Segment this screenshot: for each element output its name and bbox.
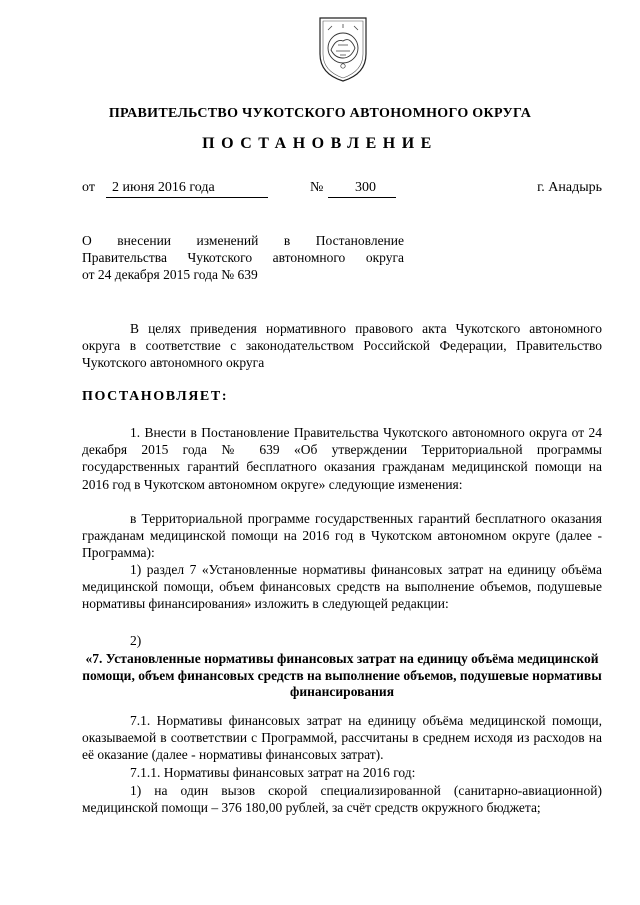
date-underline bbox=[106, 197, 268, 198]
subject-line: Правительства Чукотского автономного округа bbox=[82, 250, 404, 265]
paragraph-7-1-1: 7.1.1. Нормативы финансовых затрат на 2016 год: bbox=[130, 765, 416, 780]
section-7-heading: «7. Установленные нормативы финансовых затрат на единицу объёма медицинской помощи, объем финансовых средств на выполнение объемов, подушевые нормативы финансирования bbox=[82, 651, 602, 699]
date-prefix: от bbox=[82, 180, 95, 195]
paragraph-1: 1. Внести в Постановление Правительства Чукотского автономного округа от 24 декабря 2015 года № 639 «Об утверждении Территориальной программы государственных гарантий бесплатного оказания гражданам медицинской помощи на 2016 год в Чукотском автономном округе» следующие изменения: bbox=[82, 425, 602, 492]
paragraph-2: в Территориальной программе государственных гарантий бесплатного оказания гражданам медицинской помощи на 2016 год в Чукотском автономном округе (далее - Программа): bbox=[82, 511, 602, 561]
paragraph-3: 1) раздел 7 «Установленные нормативы финансовых затрат на единицу объёма медицинской помощи, объем финансовых средств на выполнение объемов, подушевые нормативы финансирования» изложить в следующей редакции: bbox=[82, 562, 602, 612]
paragraph-4: 2) bbox=[130, 633, 142, 648]
subject-line: от 24 декабря 2015 года № 639 bbox=[82, 267, 258, 282]
decree-subject bbox=[82, 232, 404, 283]
paragraph-item-1: 1) на один вызов скорой специализированной (санитарно-авиационной) медицинской помощи – 376 180,00 рублей, за счёт средств окружного бюджета; bbox=[82, 783, 602, 816]
decree-date: 2 июня 2016 года bbox=[112, 180, 215, 195]
preamble: В целях приведения нормативного правового акта Чукотского автономного округа в соответствие с законодательством Российской Федерации, Правительство Чукотского автономного округа bbox=[82, 321, 602, 371]
coat-of-arms-emblem bbox=[314, 14, 372, 84]
paragraph-7-1: 7.1. Нормативы финансовых затрат на единицу объёма медицинской помощи, оказываемой в соответствии с Программой, рассчитаны в среднем исходя из расходов на её оказание (далее - нормативы финансовых затрат). bbox=[82, 713, 602, 763]
subject-line: О внесении изменений в Постановление bbox=[82, 233, 404, 248]
number-sign: № bbox=[310, 180, 324, 195]
government-title: ПРАВИТЕЛЬСТВО ЧУКОТСКОГО АВТОНОМНОГО ОКРУГА bbox=[108, 106, 532, 121]
document-type-title: ПОСТАНОВЛЕНИЕ bbox=[202, 135, 438, 152]
resolves-heading: ПОСТАНОВЛЯЕТ: bbox=[82, 389, 229, 404]
city: г. Анадырь bbox=[537, 180, 602, 195]
decree-number: 300 bbox=[355, 180, 376, 195]
number-underline bbox=[328, 197, 396, 198]
dateline bbox=[82, 180, 602, 200]
